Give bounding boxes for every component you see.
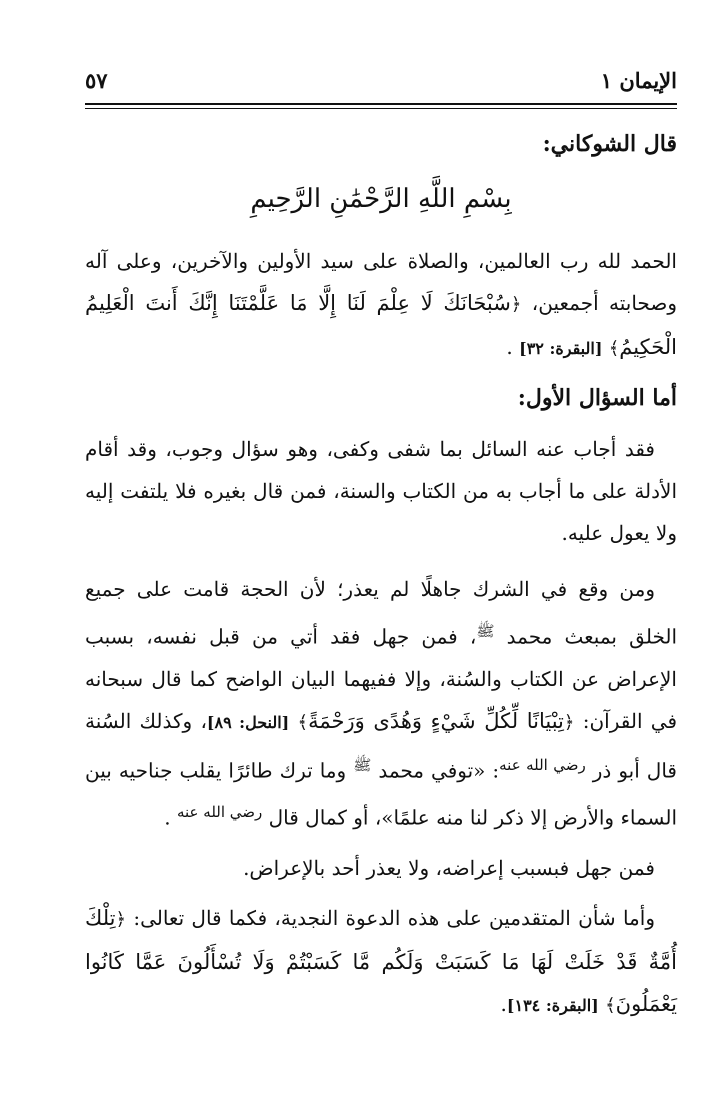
running-head: [85, 62, 677, 98]
header-rule-thin: [85, 108, 677, 109]
quran-open-bracket: ﴿: [510, 294, 522, 315]
quran-verse: تِبْيَانًا لِّكُلِّ شَيْءٍ وَهُدًى وَرَحْمَةً: [308, 708, 564, 733]
paragraph-text: ، وكذلك السُنة قال أبو ذر: [85, 708, 677, 783]
quran-close-bracket: ﴾: [605, 994, 616, 1016]
basmala: بِسْمِ اللَّهِ الرَّحْمَٰنِ الرَّحِيمِ: [250, 184, 512, 214]
paragraph-text: .: [164, 805, 177, 830]
paragraph-text: : «توفي محمد: [371, 758, 500, 783]
paragraph-text: ومن وقع في الشرك جاهلًا لم يعذر؛ لأن الحجة قامت على جميع الخلق بمبعث محمد: [85, 577, 677, 649]
paragraph-tail: .: [500, 991, 507, 1016]
section-heading: قال الشوكاني:: [542, 131, 677, 157]
honorific-mark: ﷺ: [476, 622, 495, 640]
quran-open-bracket: ﴿: [115, 908, 127, 930]
book-title: الإيمان ١: [600, 67, 677, 93]
quran-close-bracket: ﴾: [297, 711, 309, 733]
shirk-paragraph: [85, 568, 677, 839]
answer-paragraph: فقد أجاب عنه السائل بما شفى وكفى، وهو سؤال وجوب، وقد أقام الأدلة على ما أجاب به من الكتاب والسنة، فمن قال بغيره فلا يلتفت إليه ولا يعول عليه.: [85, 437, 677, 545]
honorific-mark: رضي الله عنه: [499, 755, 586, 774]
quran-verse: تِلْكَ أُمَّةٌ قَدْ خَلَتْ لَهَا مَا كَسَبَتْ وَلَكُم مَّا كَسَبْتُمْ وَلَا تُسْأَلُونَ عَمَّا كَانُوا يَعْمَلُونَ: [85, 905, 677, 1016]
quran-open-bracket: ﴿: [563, 711, 575, 733]
page-body: [85, 120, 677, 1035]
page-number: ٥٧: [85, 67, 108, 93]
header-rule-thick: [85, 103, 677, 105]
verse-citation: [البقرة: ٣٢]: [519, 339, 603, 358]
honorific-mark: ﷺ: [353, 755, 372, 774]
paragraph-text: ، فمن جهل فقد أتي من قبل نفسه، بسبب الإعراض عن الكتاب والسُنة، وإلا ففيهما البيان الواضح كما قال سبحانه في القرآن:: [85, 624, 678, 733]
intro-paragraph: [85, 240, 677, 370]
quran-verse: سُبْحَانَكَ لَا عِلْمَ لَنَا إِلَّا مَا عَلَّمْتَنَا إِنَّكَ أَنتَ الْعَلِيمُ الْحَكِيمُ: [85, 291, 677, 359]
intro-text: الحمد لله رب العالمين، والصلاة على سيد الأولين والآخرين، وعلى آله وصحابته أجمعين،: [85, 249, 677, 315]
question-heading: أما السؤال الأول:: [517, 385, 677, 411]
ignorance-paragraph: فمن جهل فبسبب إعراضه، ولا يعذر أحد بالإعراض.: [243, 855, 655, 880]
predecessors-paragraph: [85, 897, 677, 1027]
verse-citation: [النحل: ٨٩]: [206, 712, 290, 732]
paragraph-text: وأما شأن المتقدمين على هذه الدعوة النجدية، فكما قال تعالى:: [126, 905, 655, 930]
quran-close-bracket: ﴾: [608, 338, 620, 359]
intro-tail: .: [506, 335, 520, 359]
verse-citation: [البقرة: ١٣٤]: [506, 995, 599, 1015]
honorific-mark: رضي الله عنه: [176, 803, 263, 822]
paragraph-text: وما ترك طائرًا يقلب جناحيه بين السماء والأرض إلا ذكر لنا منه علمًا»، أو كمال قال: [85, 758, 677, 830]
